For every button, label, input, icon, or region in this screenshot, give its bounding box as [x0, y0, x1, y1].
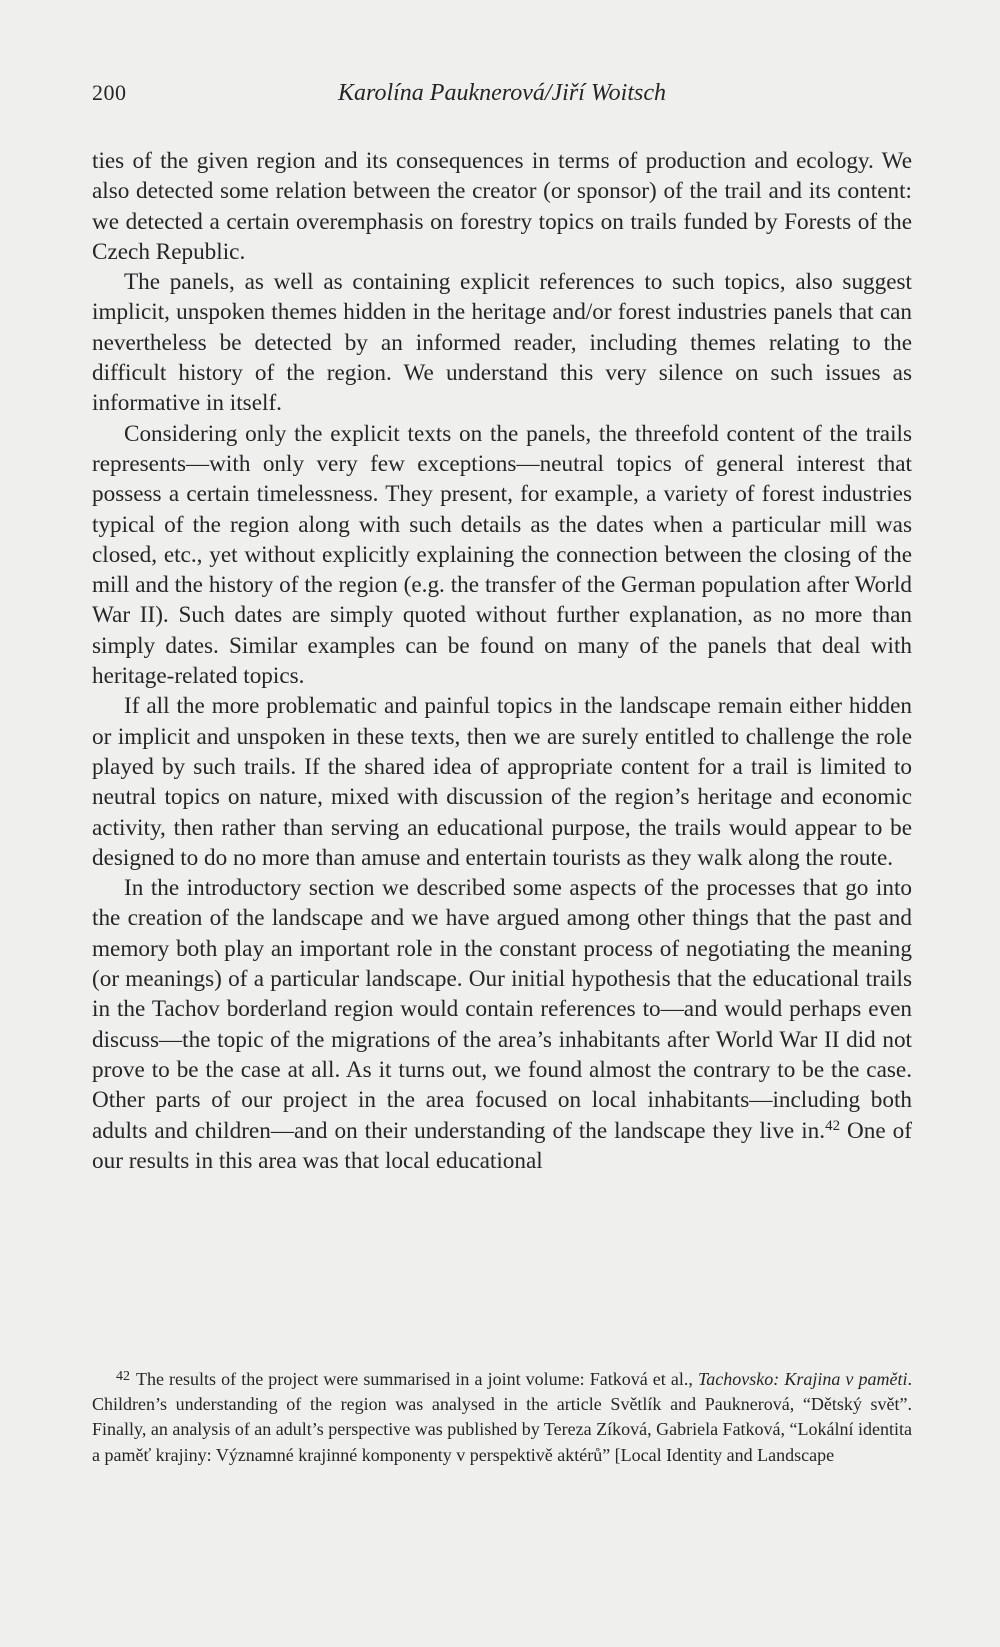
footnote-text: [92, 1367, 912, 1468]
body-text: [92, 146, 912, 1176]
paragraph: The panels, as well as containing explicit references to such topics, also suggest implicit, unspoken themes hidden in the heritage and/or forest industries panels that can nevertheless be detected by an informed reader, including themes relating to the difficult history of the region. We understand this very silence on such issues as informative in itself.: [92, 269, 912, 417]
footnote-part: The results of the project were summarised in a joint volume: Fatková et al.,: [136, 1369, 698, 1389]
paragraph-text: In the introductory section we described some aspects of the processes that go into the creation of the landscape and we have argued among other things that the past and memory both play an important role in the constant process of negotiating the meaning (or meanings) of a particular landscape. Our initial hypothesis that the educational trails in the Tachov borderland region would contain references to—and would perhaps even discuss—the topic of the migrations of the area’s inhabitants after World War II did not prove to be the case at all. As it turns out, we found almost the contrary to be the case. Other parts of our project in the area focused on local inhabitants—including both adults and children—and on their understanding of the landscape they live in.: [92, 875, 912, 1144]
running-head: [92, 80, 912, 120]
footnote-number: 42: [116, 1369, 130, 1384]
paragraph: [92, 873, 912, 1176]
paragraph-text: One of our results in this area was that local educational: [92, 1117, 912, 1174]
running-title: Karolína Pauknerová/Jiří Woitsch: [338, 80, 666, 106]
page-number: 200: [92, 80, 127, 105]
footnote-reference[interactable]: 42: [825, 1117, 841, 1134]
footnote-book-title: Tachovsko: Krajina v paměti: [697, 1369, 908, 1389]
paragraph: ties of the given region and its consequences in terms of production and ecology. We also detected some relation between the creator (or sponsor) of the trail and its content: we detected a certain overemphasis on forestry topics on trails funded by Forests of the Czech Republic.: [92, 148, 912, 265]
paragraph: If all the more problematic and painful topics in the landscape remain either hidden or implicit and unspoken in these texts, then we are surely entitled to challenge the role played by such trails. If the shared idea of appropriate content for a trail is limited to neutral topics on nature, mixed with discussion of the region’s heritage and economic activity, then rather than serving an educational purpose, the trails would appear to be designed to do no more than amuse and entertain tourists as they walk along the route.: [92, 693, 912, 871]
footnote-part: . Children’s understanding of the region was analysed in the article Světlík and Pauknerová, “Dětský svět”. Finally, an analysis of an adult’s perspective was published by Tereza Zíková, Gabriela Fatková, “Lokální identita a paměť krajiny: Významné krajinné komponenty v perspektivě aktérů” [Local Identity and Landscape: [92, 1369, 913, 1465]
paragraph: Considering only the explicit texts on the panels, the threefold content of the trails represents—with only very few exceptions—neutral topics of general interest that possess a certain timelessness. They present, for example, a variety of forest industries typical of the region along with such details as the dates when a particular mill was closed, etc., yet without explicitly explaining the connection between the closing of the mill and the history of the region (e.g. the transfer of the German population after World War II). Such dates are simply quoted without further explanation, as no more than simply dates. Similar examples can be found on many of the panels that deal with heritage-related topics.: [92, 420, 912, 690]
footnote: [92, 1367, 912, 1468]
